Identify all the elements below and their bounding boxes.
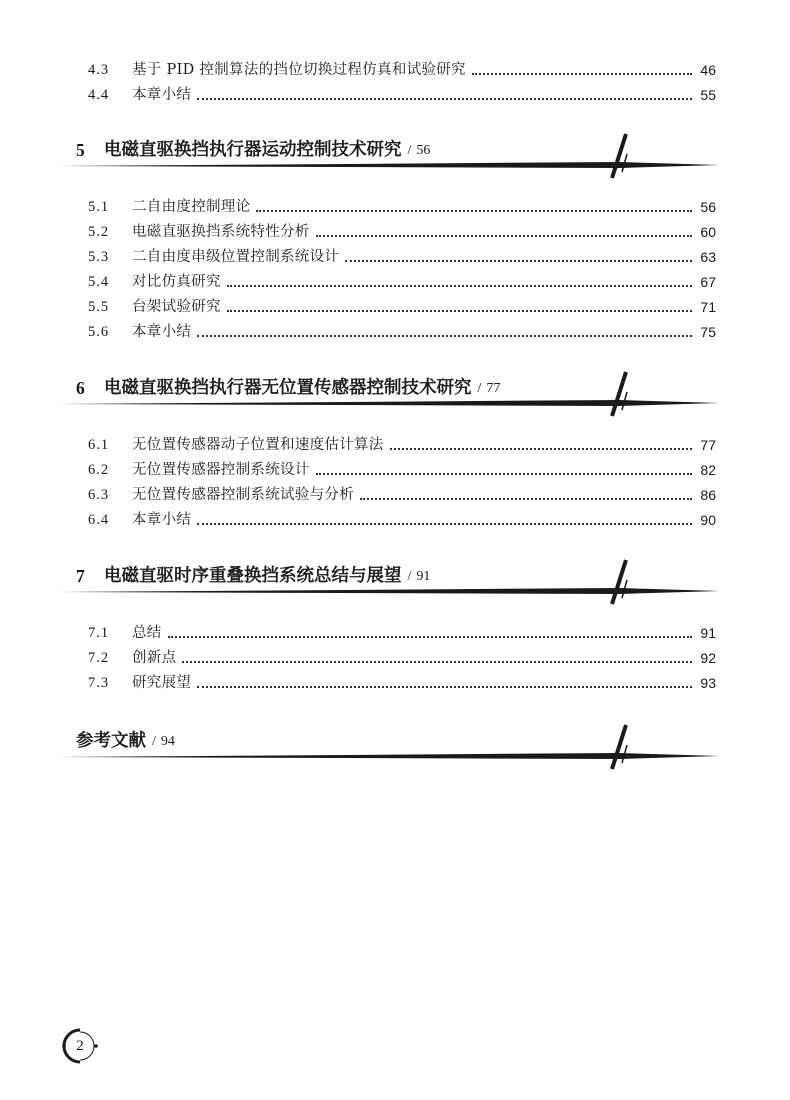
- entry-page: 77: [700, 437, 716, 453]
- entry-number: 5.5: [88, 299, 110, 315]
- entry-page: 71: [700, 299, 716, 315]
- chapter-slash: /: [407, 143, 412, 158]
- toc-entry[interactable]: [88, 622, 716, 644]
- page-number: 2: [76, 1038, 84, 1054]
- entry-number: 6.4: [88, 512, 110, 528]
- chapter-page: 56: [416, 143, 431, 158]
- toc-entry[interactable]: [88, 459, 716, 481]
- dot-leader: [390, 448, 692, 450]
- entry-page: 60: [700, 224, 716, 240]
- toc-entry[interactable]: [88, 321, 716, 343]
- entry-page: 75: [700, 324, 716, 340]
- entry-number: 7.2: [88, 650, 110, 666]
- entry-page: 91: [700, 625, 716, 641]
- entry-title: 台架试验研究: [132, 299, 221, 315]
- chapter-slash: /: [477, 381, 482, 396]
- chapter-rule: [60, 719, 720, 779]
- entry-page: 56: [700, 199, 716, 215]
- dot-leader: [227, 285, 692, 287]
- toc-entry[interactable]: [88, 196, 716, 218]
- chapter-title: 电磁直驱时序重叠换挡系统总结与展望: [104, 566, 402, 586]
- dot-leader: [182, 661, 692, 663]
- entry-page: 46: [700, 62, 716, 78]
- toc-entry[interactable]: [88, 59, 716, 81]
- toc-entry[interactable]: [88, 647, 716, 669]
- chapter-number: 6: [76, 378, 85, 398]
- dot-leader: [197, 335, 692, 337]
- entry-number: 7.3: [88, 675, 110, 691]
- references-page: 94: [160, 734, 175, 749]
- dot-leader: [316, 235, 692, 237]
- entry-page: 67: [700, 274, 716, 290]
- entry-title: 创新点: [132, 650, 177, 666]
- toc-entry[interactable]: [88, 672, 716, 694]
- dot-leader: [168, 636, 692, 638]
- chapter-number: 7: [76, 566, 85, 586]
- chapter-page: 91: [416, 569, 431, 584]
- entry-title: 本章小结: [132, 87, 192, 103]
- toc-entry[interactable]: [88, 221, 716, 243]
- chapter-rule: [60, 128, 720, 188]
- entry-page: 63: [700, 249, 716, 265]
- toc-entry[interactable]: [88, 296, 716, 318]
- chapter-number: 5: [76, 140, 85, 160]
- dot-leader: [360, 498, 692, 500]
- toc-entry[interactable]: [88, 246, 716, 268]
- chapter-page: 77: [486, 381, 501, 396]
- entry-number: 4.4: [88, 87, 110, 103]
- toc-entry[interactable]: [88, 509, 716, 531]
- chapter-title: 电磁直驱换挡执行器运动控制技术研究: [104, 140, 402, 160]
- entry-title: 本章小结: [132, 324, 192, 340]
- entry-title: 研究展望: [132, 675, 192, 691]
- entry-page: 55: [700, 87, 716, 103]
- entry-number: 6.2: [88, 462, 110, 478]
- entry-number: 7.1: [88, 625, 110, 641]
- entry-page: 86: [700, 487, 716, 503]
- entry-page: 90: [700, 512, 716, 528]
- references-title: 参考文献: [76, 731, 146, 751]
- entry-title: 无位置传感器控制系统设计: [132, 462, 310, 478]
- dot-leader: [345, 260, 692, 262]
- entry-title: 电磁直驱换挡系统特性分析: [132, 224, 310, 240]
- entry-number: 4.3: [88, 62, 110, 78]
- dot-leader: [256, 210, 692, 212]
- entry-page: 92: [700, 650, 716, 666]
- dot-leader: [316, 473, 692, 475]
- dot-leader: [472, 73, 692, 75]
- dot-leader: [227, 310, 692, 312]
- page-number-badge: [58, 1024, 102, 1068]
- toc-entry[interactable]: [88, 271, 716, 293]
- entry-title: 基于 PID 控制算法的挡位切换过程仿真和试验研究: [132, 62, 466, 78]
- entry-number: 5.4: [88, 274, 110, 290]
- entry-number: 5.6: [88, 324, 110, 340]
- chapter-slash: /: [407, 569, 412, 584]
- entry-title: 对比仿真研究: [132, 274, 221, 290]
- references-slash: /: [152, 734, 156, 749]
- entry-number: 6.1: [88, 437, 110, 453]
- dot-leader: [197, 523, 692, 525]
- entry-title: 本章小结: [132, 512, 192, 528]
- toc-entry[interactable]: [88, 434, 716, 456]
- entry-title: 二自由度控制理论: [132, 199, 251, 215]
- entry-page: 93: [700, 675, 716, 691]
- entry-number: 5.2: [88, 224, 110, 240]
- dot-leader: [197, 98, 692, 100]
- entry-title: 二自由度串级位置控制系统设计: [132, 249, 340, 265]
- toc-entry[interactable]: [88, 484, 716, 506]
- entry-title: 无位置传感器控制系统试验与分析: [132, 487, 354, 503]
- chapter-rule: [60, 366, 720, 426]
- chapter-title: 电磁直驱换挡执行器无位置传感器控制技术研究: [104, 378, 472, 398]
- chapter-rule: [60, 554, 720, 614]
- entry-title: 无位置传感器动子位置和速度估计算法: [132, 437, 384, 453]
- entry-number: 6.3: [88, 487, 110, 503]
- dot-leader: [197, 686, 692, 688]
- entry-page: 82: [700, 462, 716, 478]
- entry-number: 5.1: [88, 199, 110, 215]
- entry-title: 总结: [132, 625, 162, 641]
- toc-entry[interactable]: [88, 84, 716, 106]
- entry-number: 5.3: [88, 249, 110, 265]
